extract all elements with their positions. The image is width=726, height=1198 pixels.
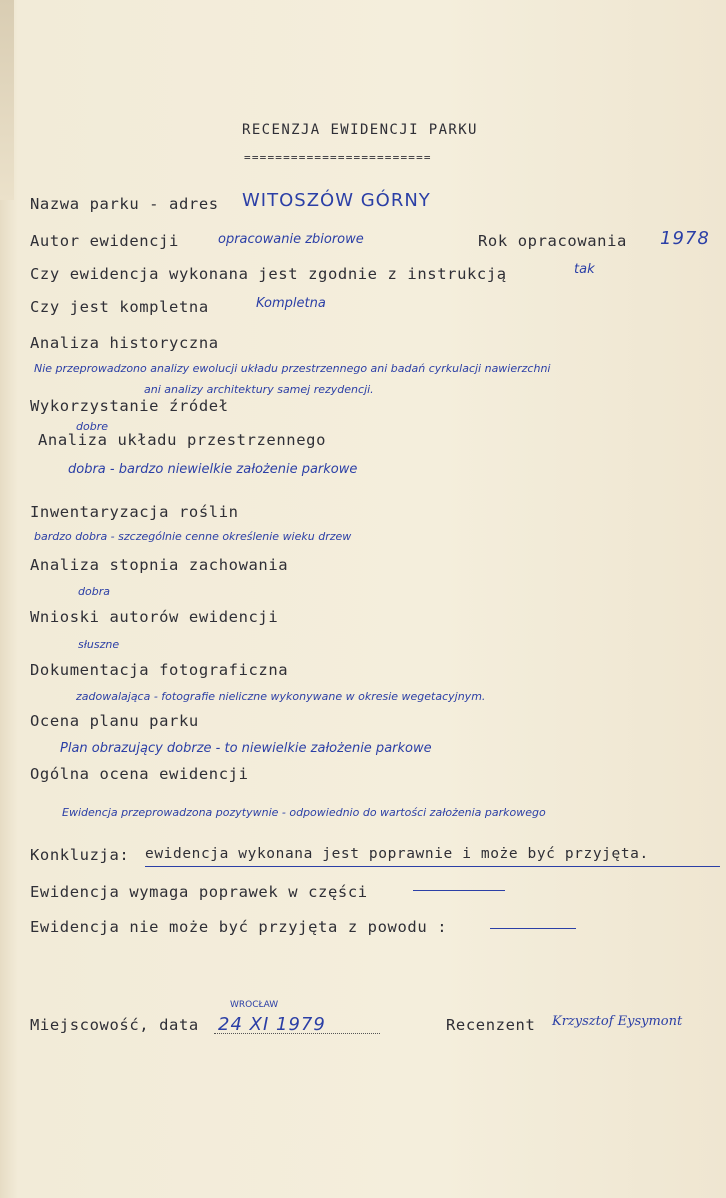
date-value: 24 XI 1979 bbox=[218, 1014, 326, 1035]
history-value-2: ani analizy architektury samej rezydencji. bbox=[144, 383, 374, 396]
place-value: WROCŁAW bbox=[230, 1000, 279, 1010]
rejected-line bbox=[490, 928, 576, 929]
park-name-label: Nazwa parku - adres bbox=[30, 195, 219, 213]
title-underline: ======================== bbox=[244, 151, 432, 164]
rejected-label: Ewidencja nie może być przyjęta z powodu : bbox=[30, 918, 448, 936]
park-name-value: WITOSZÓW GÓRNY bbox=[242, 190, 431, 211]
instruction-value: tak bbox=[574, 262, 595, 277]
spatial-value: dobra - bardzo niewielkie założenie parkowe bbox=[68, 462, 358, 477]
reviewer-label: Recenzent bbox=[446, 1016, 536, 1034]
year-value: 1978 bbox=[660, 228, 710, 249]
spatial-label: Analiza układu przestrzennego bbox=[38, 431, 327, 449]
conclusion-label: Konkluzja: bbox=[30, 846, 130, 864]
author-label: Autor ewidencji bbox=[30, 232, 179, 250]
photo-value: zadowalająca - fotografie nieliczne wykonywane w okresie wegetacyjnym. bbox=[76, 690, 486, 703]
instruction-label: Czy ewidencja wykonana jest zgodnie z instrukcją bbox=[30, 265, 507, 283]
author-value: opracowanie zbiorowe bbox=[218, 232, 364, 247]
corrections-line bbox=[413, 890, 505, 891]
photo-label: Dokumentacja fotograficzna bbox=[30, 661, 289, 679]
overall-label: Ogólna ocena ewidencji bbox=[30, 765, 249, 783]
place-label: Miejscowość, data bbox=[30, 1016, 199, 1034]
history-value-1: Nie przeprowadzono analizy ewolucji układu przestrzennego ani badań cyrkulacji nawierzchni bbox=[34, 362, 551, 375]
preservation-label: Analiza stopnia zachowania bbox=[30, 556, 289, 574]
conclusions-label: Wnioski autorów ewidencji bbox=[30, 608, 279, 626]
preservation-value: dobra bbox=[78, 585, 110, 598]
conclusion-value: ewidencja wykonana jest poprawnie i może być przyjęta. bbox=[145, 846, 649, 862]
plan-value: Plan obrazujący dobrze - to niewielkie założenie parkowe bbox=[60, 741, 432, 756]
plants-value: bardzo dobra - szczególnie cenne określenie wieku drzew bbox=[34, 530, 352, 543]
overall-value: Ewidencja przeprowadzona pozytywnie - odpowiednio do wartości założenia parkowego bbox=[62, 806, 546, 819]
complete-label: Czy jest kompletna bbox=[30, 298, 209, 316]
conclusions-value: słuszne bbox=[78, 638, 120, 651]
sources-value: dobre bbox=[76, 420, 108, 433]
reviewer-signature: Krzysztof Eysymont bbox=[552, 1014, 683, 1029]
complete-value: Kompletna bbox=[256, 296, 326, 311]
corrections-label: Ewidencja wymaga poprawek w części bbox=[30, 883, 368, 901]
conclusion-underline bbox=[145, 866, 720, 867]
paper-edge bbox=[0, 0, 14, 200]
plants-label: Inwentaryzacja roślin bbox=[30, 503, 239, 521]
document-title: RECENZJA EWIDENCJI PARKU bbox=[242, 122, 478, 138]
date-dotted-line bbox=[214, 1033, 380, 1034]
sources-label: Wykorzystanie źródeł bbox=[30, 397, 229, 415]
year-label: Rok opracowania bbox=[478, 232, 627, 250]
plan-label: Ocena planu parku bbox=[30, 712, 199, 730]
history-label: Analiza historyczna bbox=[30, 334, 219, 352]
